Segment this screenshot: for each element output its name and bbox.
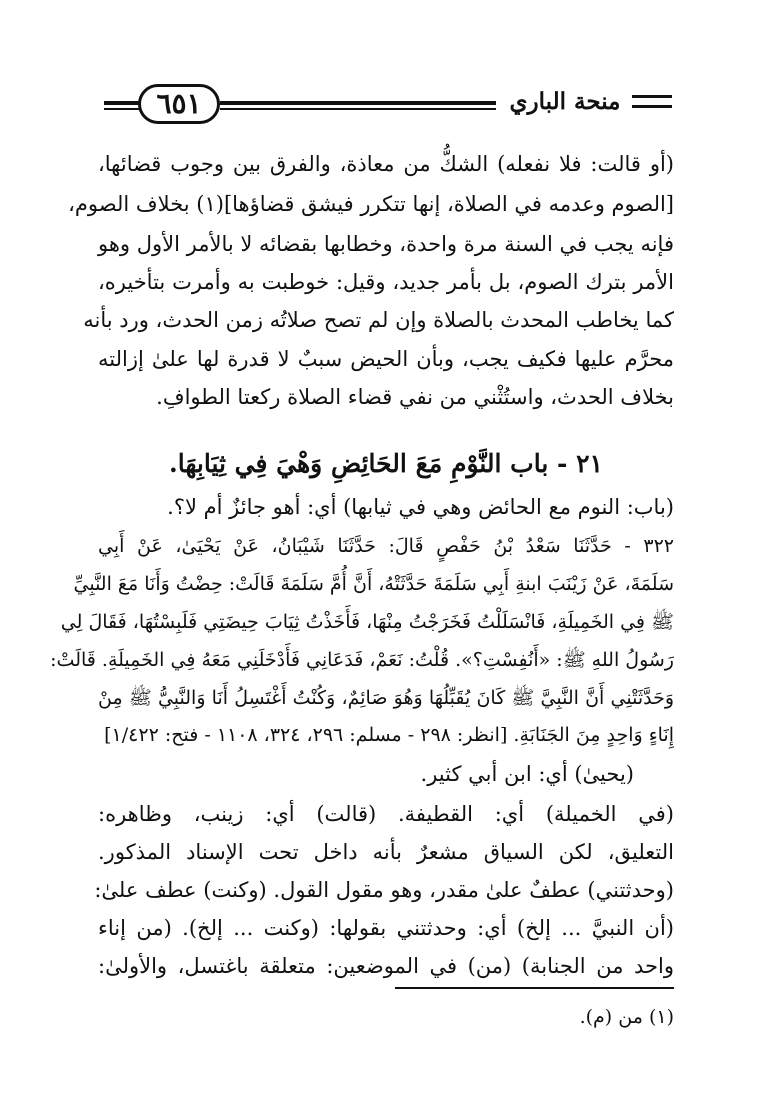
text-line: الأمر بترك الصوم، بل بأمر جديد، وقيل: خوطبت به وأمرت بتأخيره،	[98, 270, 674, 294]
chapter-title: ٢١ - باب النَّوْمِ مَعَ الحَائِضِ وَهْيَ فِي ثِيَابِهَا.	[169, 449, 603, 478]
running-title: منحة الباري	[509, 88, 621, 115]
commentary-line: (يحيىٰ) أي: ابن أبي كثير.	[420, 762, 634, 786]
hadith-line: ﷺ فِي الخَمِيلَةِ، فَانْسَلَلْتُ فَخَرَجْتُ مِنْهَا، فَأَخَذْتُ ثِيَابَ حِيضَتِي فَلَبِسْتُهَا، فَقَالَ لِي	[60, 611, 674, 633]
hadith-line: رَسُولُ اللهِ ﷺ: «أَنُفِسْتِ؟». قُلْتُ: نَعَمْ، فَدَعَانِي فَأَدْخَلَنِي مَعَهُ فِي الخَمِيلَةِ. قَالَتْ:	[50, 649, 674, 671]
footnote: (١) من (م).	[579, 1006, 674, 1028]
hadith-line: سَلَمَةَ، عَنْ زَيْنَبَ ابنةِ أَبِي سَلَمَةَ حَدَّثَتْهُ، أَنَّ أُمَّ سَلَمَةَ قَالَتْ: حِضْتُ وَأَنَا مَعَ النَّبِيِّ	[73, 573, 674, 595]
text-line: فإنه يجب في السنة مرة واحدة، وخطابها بقضائه لا بالأمر الأول وهو	[98, 232, 674, 256]
hadith-line: إِنَاءٍ وَاحِدٍ مِنَ الجَنَابَةِ. [انظر: ٢٩٨ - مسلم: ٢٩٦، ٣٢٤، ١١٠٨ - فتح: ١/٤٢٢]	[104, 724, 674, 746]
header-rule-right	[632, 95, 672, 108]
chapter-explanation: (باب: النوم مع الحائض وهي في ثيابها) أي: أهو جائزٌ أم لا؟.	[167, 495, 674, 519]
hadith-line: ٣٢٢ - حَدَّثَنَا سَعْدُ بْنُ حَفْصٍ قَالَ: حَدَّثَنَا شَيْبَانُ، عَنْ يَحْيَىٰ، عَنْ أَبِي	[98, 535, 674, 557]
commentary-line: التعليق، لكن السياق مشعرٌ بأنه داخل تحت الإسناد المذكور.	[98, 840, 674, 864]
hadith-line: وَحَدَّثَتْنِي أَنَّ النَّبِيَّ ﷺ كَانَ يُقَبِّلُهَا وَهُوَ صَائِمٌ، وَكُنْتُ أَغْتَسِلُ أَنَا وَالنَّبِيُّ ﷺ مِنْ	[98, 687, 674, 709]
page-number: ٦٥١	[138, 84, 220, 124]
text-line: [الصوم وعدمه في الصلاة، إنها تتكرر فيشق قضاؤها](١) بخلاف الصوم،	[68, 192, 674, 216]
commentary-line: (في الخميلة) أي: القطيفة. (قالت) أي: زينب، وظاهره:	[98, 802, 674, 826]
header-rule-middle	[220, 101, 496, 110]
commentary-line: (أن النبيَّ ... إلخ) أي: وحدثتني بقولها: (وكنت ... إلخ). (من إناء	[98, 916, 674, 940]
text-line: (أو قالت: فلا نفعله) الشكُّ من معاذة، والفرق بين وجوب قضائها،	[98, 152, 674, 176]
text-line: بخلاف الحدث، واستُثْني من نفي قضاء الصلاة ركعتا الطوافِ.	[156, 385, 674, 409]
commentary-line: واحد من الجنابة) (من) في الموضعين: متعلقة باغتسل، والأولىٰ:	[98, 954, 674, 978]
text-line: كما يخاطب المحدث بالصلاة وإن لم تصح صلاتُه زمن الحدث، ورد بأنه	[83, 308, 674, 332]
commentary-line: (وحدثتني) عطفٌ علىٰ مقدر، وهو مقول القول. (وكنت) عطف علىٰ:	[94, 878, 674, 902]
footnote-rule	[395, 987, 674, 989]
text-line: محرَّم عليها فكيف يجب، وبأن الحيض سببٌ لا قدرة لها علىٰ إزالته	[98, 347, 674, 371]
